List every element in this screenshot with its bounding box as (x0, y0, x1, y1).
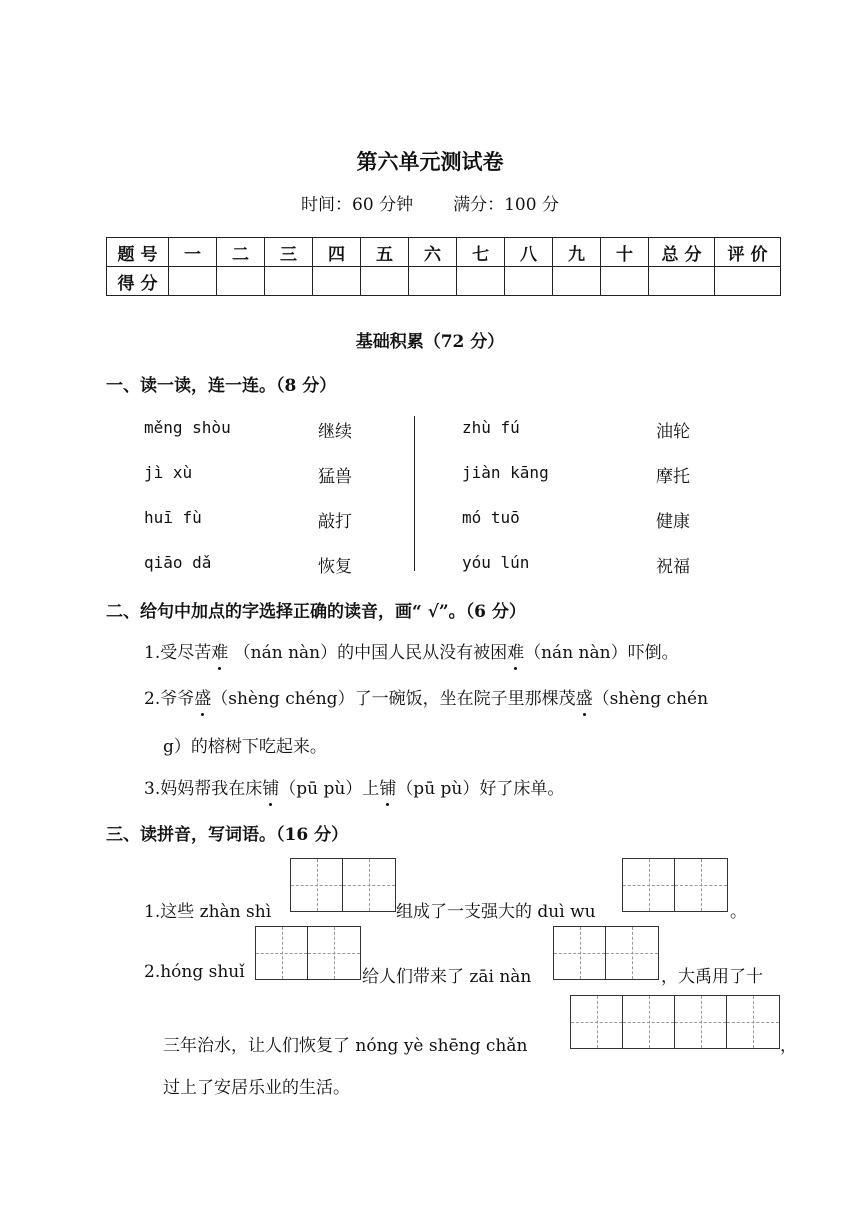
q1-right-pinyin: jiàn kāng (462, 463, 549, 482)
table-cell: 总 分 (649, 238, 715, 267)
sentence-text: （pū pù）上 (279, 779, 380, 799)
q1-left-word: 继续 (318, 422, 352, 442)
dotted-char: 铺 (379, 774, 396, 799)
sentence-text: 2.爷爷 (144, 689, 195, 709)
grid-cell[interactable] (675, 996, 727, 1048)
table-cell: 七 (457, 238, 505, 267)
score-input-cell[interactable] (715, 267, 781, 296)
table-cell: 十 (601, 238, 649, 267)
score-input-cell[interactable] (601, 267, 649, 296)
q1-left-pinyin: měng shòu (144, 418, 231, 437)
dotted-char: 难 (211, 638, 228, 663)
q3-line4-text: 过上了安居乐业的生活。 (163, 1078, 350, 1098)
dotted-char: 难 (507, 638, 524, 663)
q1-left-pinyin: qiāo dǎ (144, 553, 212, 572)
q3-line1-text: 1.这些 zhàn shì (144, 902, 272, 922)
score-input-cell[interactable] (169, 267, 217, 296)
q2-sentence-2-cont: g）的榕树下吃起来。 (163, 737, 327, 757)
table-cell: 九 (553, 238, 601, 267)
score-table-score-row (107, 267, 781, 296)
writing-grid-nongyeshengchan[interactable] (570, 995, 780, 1049)
score-table (106, 237, 781, 296)
score-input-cell[interactable] (505, 267, 553, 296)
score-input-cell[interactable] (361, 267, 409, 296)
sentence-text: （nán nàn）的中国人民从没有被困 (228, 643, 508, 663)
table-cell: 二 (217, 238, 265, 267)
dotted-char: 铺 (262, 774, 279, 799)
sentence-text: （shèng chén (592, 689, 709, 709)
score-input-cell[interactable] (649, 267, 715, 296)
q1-right-pinyin: zhù fú (462, 418, 520, 437)
q1-left-word: 敲打 (318, 512, 352, 532)
score-input-cell[interactable] (313, 267, 361, 296)
writing-grid-zhanshi[interactable] (290, 858, 396, 912)
score-table-header-row (107, 238, 781, 267)
q1-right-word: 油轮 (656, 422, 690, 442)
part-title: 基础积累（72 分） (355, 332, 505, 352)
q3-title: 三、读拼音，写词语。（16 分） (106, 825, 349, 845)
q3-line2-text: 2.hóng shuǐ (144, 962, 245, 982)
table-cell: 得 分 (107, 267, 169, 296)
time-limit: 时间：60 分钟 (301, 195, 414, 215)
score-input-cell[interactable] (409, 267, 457, 296)
grid-cell[interactable] (256, 927, 308, 979)
table-cell: 评 价 (715, 238, 781, 267)
q2-title: 二、给句中加点的字选择正确的读音，画“ √”。（6 分） (106, 602, 526, 622)
q1-left-word: 猛兽 (318, 467, 352, 487)
q3-line3-text: ， (780, 1036, 797, 1056)
q1-left-pinyin: huī fù (144, 508, 202, 527)
grid-cell[interactable] (343, 859, 395, 911)
q2-sentence-2 (144, 684, 708, 709)
q1-title: 一、读一读，连一连。（8 分） (106, 376, 337, 396)
grid-cell[interactable] (571, 996, 623, 1048)
score-input-cell[interactable] (457, 267, 505, 296)
dotted-char: 盛 (194, 684, 211, 709)
q3-line2-text: 给人们带来了 zāi nàn (362, 967, 532, 987)
q3-line1-text: 组成了一支强大的 duì wu (396, 902, 596, 922)
full-score: 满分：100 分 (453, 195, 559, 215)
q2-sentence-1 (144, 638, 679, 663)
page-title: 第六单元测试卷 (356, 149, 504, 174)
q1-right-word: 祝福 (656, 557, 690, 577)
grid-cell[interactable] (308, 927, 360, 979)
dotted-char: 盛 (576, 684, 593, 709)
q1-right-word: 健康 (656, 512, 690, 532)
grid-cell[interactable] (554, 927, 606, 979)
grid-cell[interactable] (291, 859, 343, 911)
sentence-text: （nán nàn）吓倒。 (524, 643, 679, 663)
writing-grid-zainan[interactable] (553, 926, 659, 980)
table-cell: 一 (169, 238, 217, 267)
score-input-cell[interactable] (553, 267, 601, 296)
sentence-text: （pū pù）好了床单。 (396, 779, 565, 799)
grid-cell[interactable] (675, 859, 727, 911)
sentence-text: 3.妈妈帮我在床 (144, 779, 263, 799)
exam-info (0, 190, 860, 215)
table-cell: 题 号 (107, 238, 169, 267)
writing-grid-duiwu[interactable] (622, 858, 728, 912)
q1-right-pinyin: mó tuō (462, 508, 520, 527)
q1-left-pinyin: jì xù (144, 463, 193, 482)
q1-right-pinyin: yóu lún (462, 553, 530, 572)
sentence-text: （shèng chéng）了一碗饭，坐在院子里那棵茂 (211, 689, 576, 709)
column-divider (414, 416, 415, 571)
score-input-cell[interactable] (217, 267, 265, 296)
grid-cell[interactable] (727, 996, 779, 1048)
score-input-cell[interactable] (265, 267, 313, 296)
table-cell: 三 (265, 238, 313, 267)
table-cell: 五 (361, 238, 409, 267)
table-cell: 四 (313, 238, 361, 267)
writing-grid-hongshui[interactable] (255, 926, 361, 980)
q3-line3-text: 三年治水，让人们恢复了 nóng yè shēng chǎn (163, 1036, 528, 1056)
grid-cell[interactable] (623, 859, 675, 911)
q1-right-word: 摩托 (656, 467, 690, 487)
table-cell: 八 (505, 238, 553, 267)
table-cell: 六 (409, 238, 457, 267)
grid-cell[interactable] (623, 996, 675, 1048)
q3-line2-text: ，大禹用了十 (661, 967, 763, 987)
q1-left-word: 恢复 (318, 557, 352, 577)
sentence-text: 1.受尽苦 (144, 643, 212, 663)
q2-sentence-3 (144, 774, 564, 799)
q3-line1-text: 。 (730, 902, 747, 922)
grid-cell[interactable] (606, 927, 658, 979)
